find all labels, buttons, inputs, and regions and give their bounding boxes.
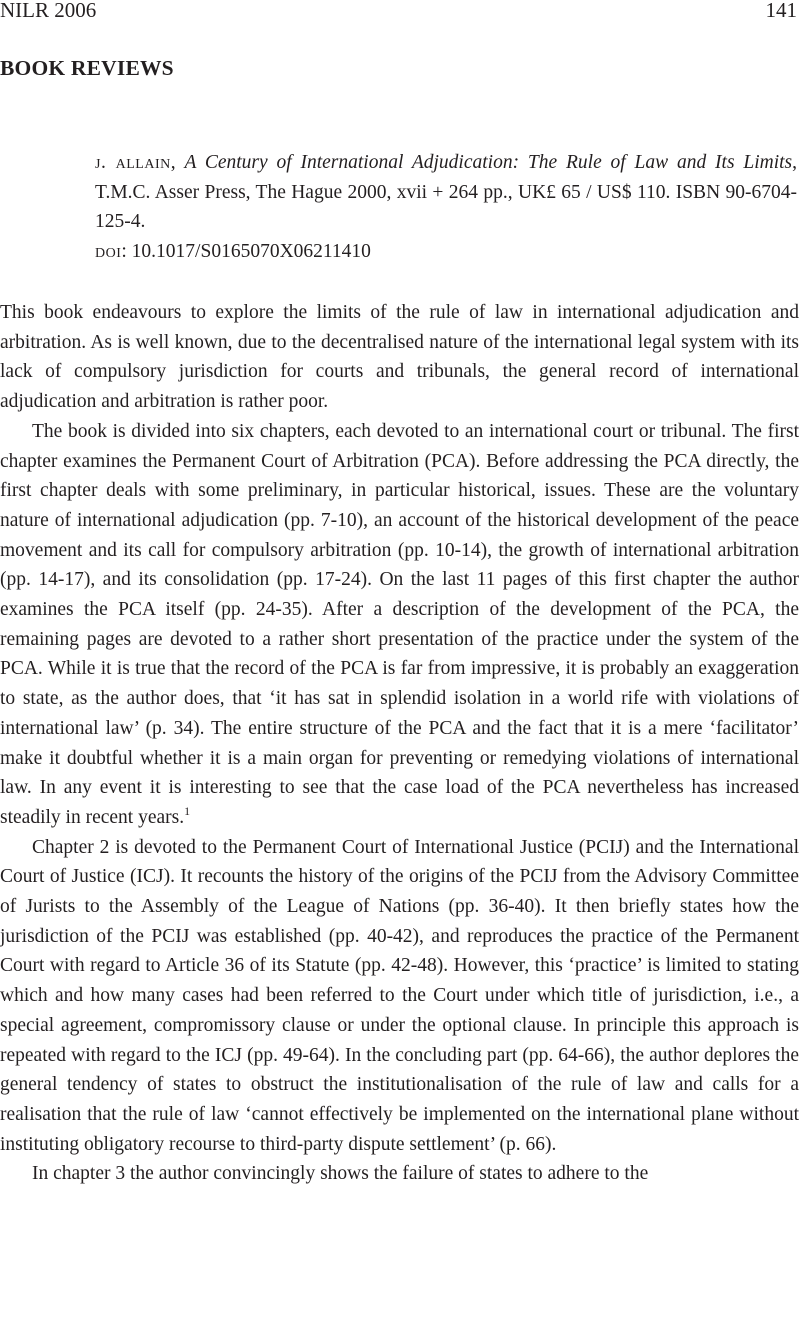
citation-author: j. allain	[95, 152, 171, 173]
footnote-marker[interactable]: 1	[184, 803, 191, 818]
paragraph-3: Chapter 2 is devoted to the Permanent Court of International Justice (PCIJ) and the International Court of Justice (ICJ). It recounts the history of the origins of the PCIJ from the Advisory Committee of Jurists to the Assembly of the League of Nations (pp. 36-40). It then briefly states how the jurisdiction of the PCIJ was established (pp. 40-42), and reproduces the practice of the Permanent Court with regard to Article 36 of its Statute (pp. 42-48). However, this ‘practice’ is limited to stating which and how many cases had been referred to the Court under which title of jurisdiction, i.e., a special agreement, compromissory clause or under the optional clause. In principle this approach is repeated with regard to the ICJ (pp. 49-64). In the concluding part (pp. 64-66), the author deplores the general tendency of states to obstruct the institutionalisation of the rule of law and calls for a realisation that the rule of law ‘cannot effectively be implemented on the international plane without instituting obligatory recourse to third-party dispute settlement’ (p. 66).	[0, 836, 799, 1155]
page-number: 141	[765, 0, 797, 22]
paragraph-2	[0, 417, 799, 833]
paragraph-1: This book endeavours to explore the limits of the rule of law in international adjudication and arbitration. As is well known, due to the decentralised nature of the international legal system with its lack of compulsory jurisdiction for courts and tribunals, the general record of international adjudication and arbitration is rather poor.	[0, 302, 799, 413]
doi-value: : 10.1017/S0165070X06211410	[121, 240, 371, 262]
citation-publication: , T.M.C. Asser Press, The Hague 2000, xvii + 264 pp., UK£ 65 / US$ 110. ISBN 90-6704-125-4.	[95, 152, 798, 232]
paragraph-4: In chapter 3 the author convincingly shows the failure of states to adhere to the	[32, 1163, 649, 1185]
book-citation	[95, 148, 797, 266]
review-body	[0, 298, 799, 1189]
doi-label: doi	[95, 240, 122, 262]
citation-entry	[95, 148, 797, 237]
citation-doi	[95, 237, 797, 267]
journal-name: NILR 2006	[0, 0, 97, 22]
section-title: BOOK REVIEWS	[0, 56, 174, 80]
citation-title: A Century of International Adjudication: The Rule of Law and Its Limits	[184, 152, 793, 173]
paragraph-2-text: The book is divided into six chapters, each devoted to an international court or tribunal. The first chapter examines the Permanent Court of Arbitration (PCA). Before addressing the PCA directly, the first chapter deals with some preliminary, in particular historical, issues. These are the voluntary nature of international adjudication (pp. 7-10), an account of the historical development of the peace movement and its call for compulsory arbitration (pp. 10-14), the growth of international arbitration (pp. 14-17), and its consolidation (pp. 17-24). On the last 11 pages of this first chapter the author examines the PCA itself (pp. 24-35). After a description of the development of the PCA, the remaining pages are devoted to a rather short presentation of the practice under the system of the PCA. While it is true that the record of the PCA is far from impressive, it is probably an exaggeration to state, as the author does, that ‘it has sat in splendid isolation in a world rife with violations of international law’ (p. 34). The entire structure of the PCA and the fact that it is a mere ‘facilitator’ make it doubtful whether it is a main organ for preventing or remedying violations of international law. In any event it is interesting to see that the case load of the PCA nevertheless has increased steadily in recent years.	[0, 420, 799, 828]
citation-separator: ,	[170, 152, 185, 173]
running-head	[0, 0, 797, 23]
